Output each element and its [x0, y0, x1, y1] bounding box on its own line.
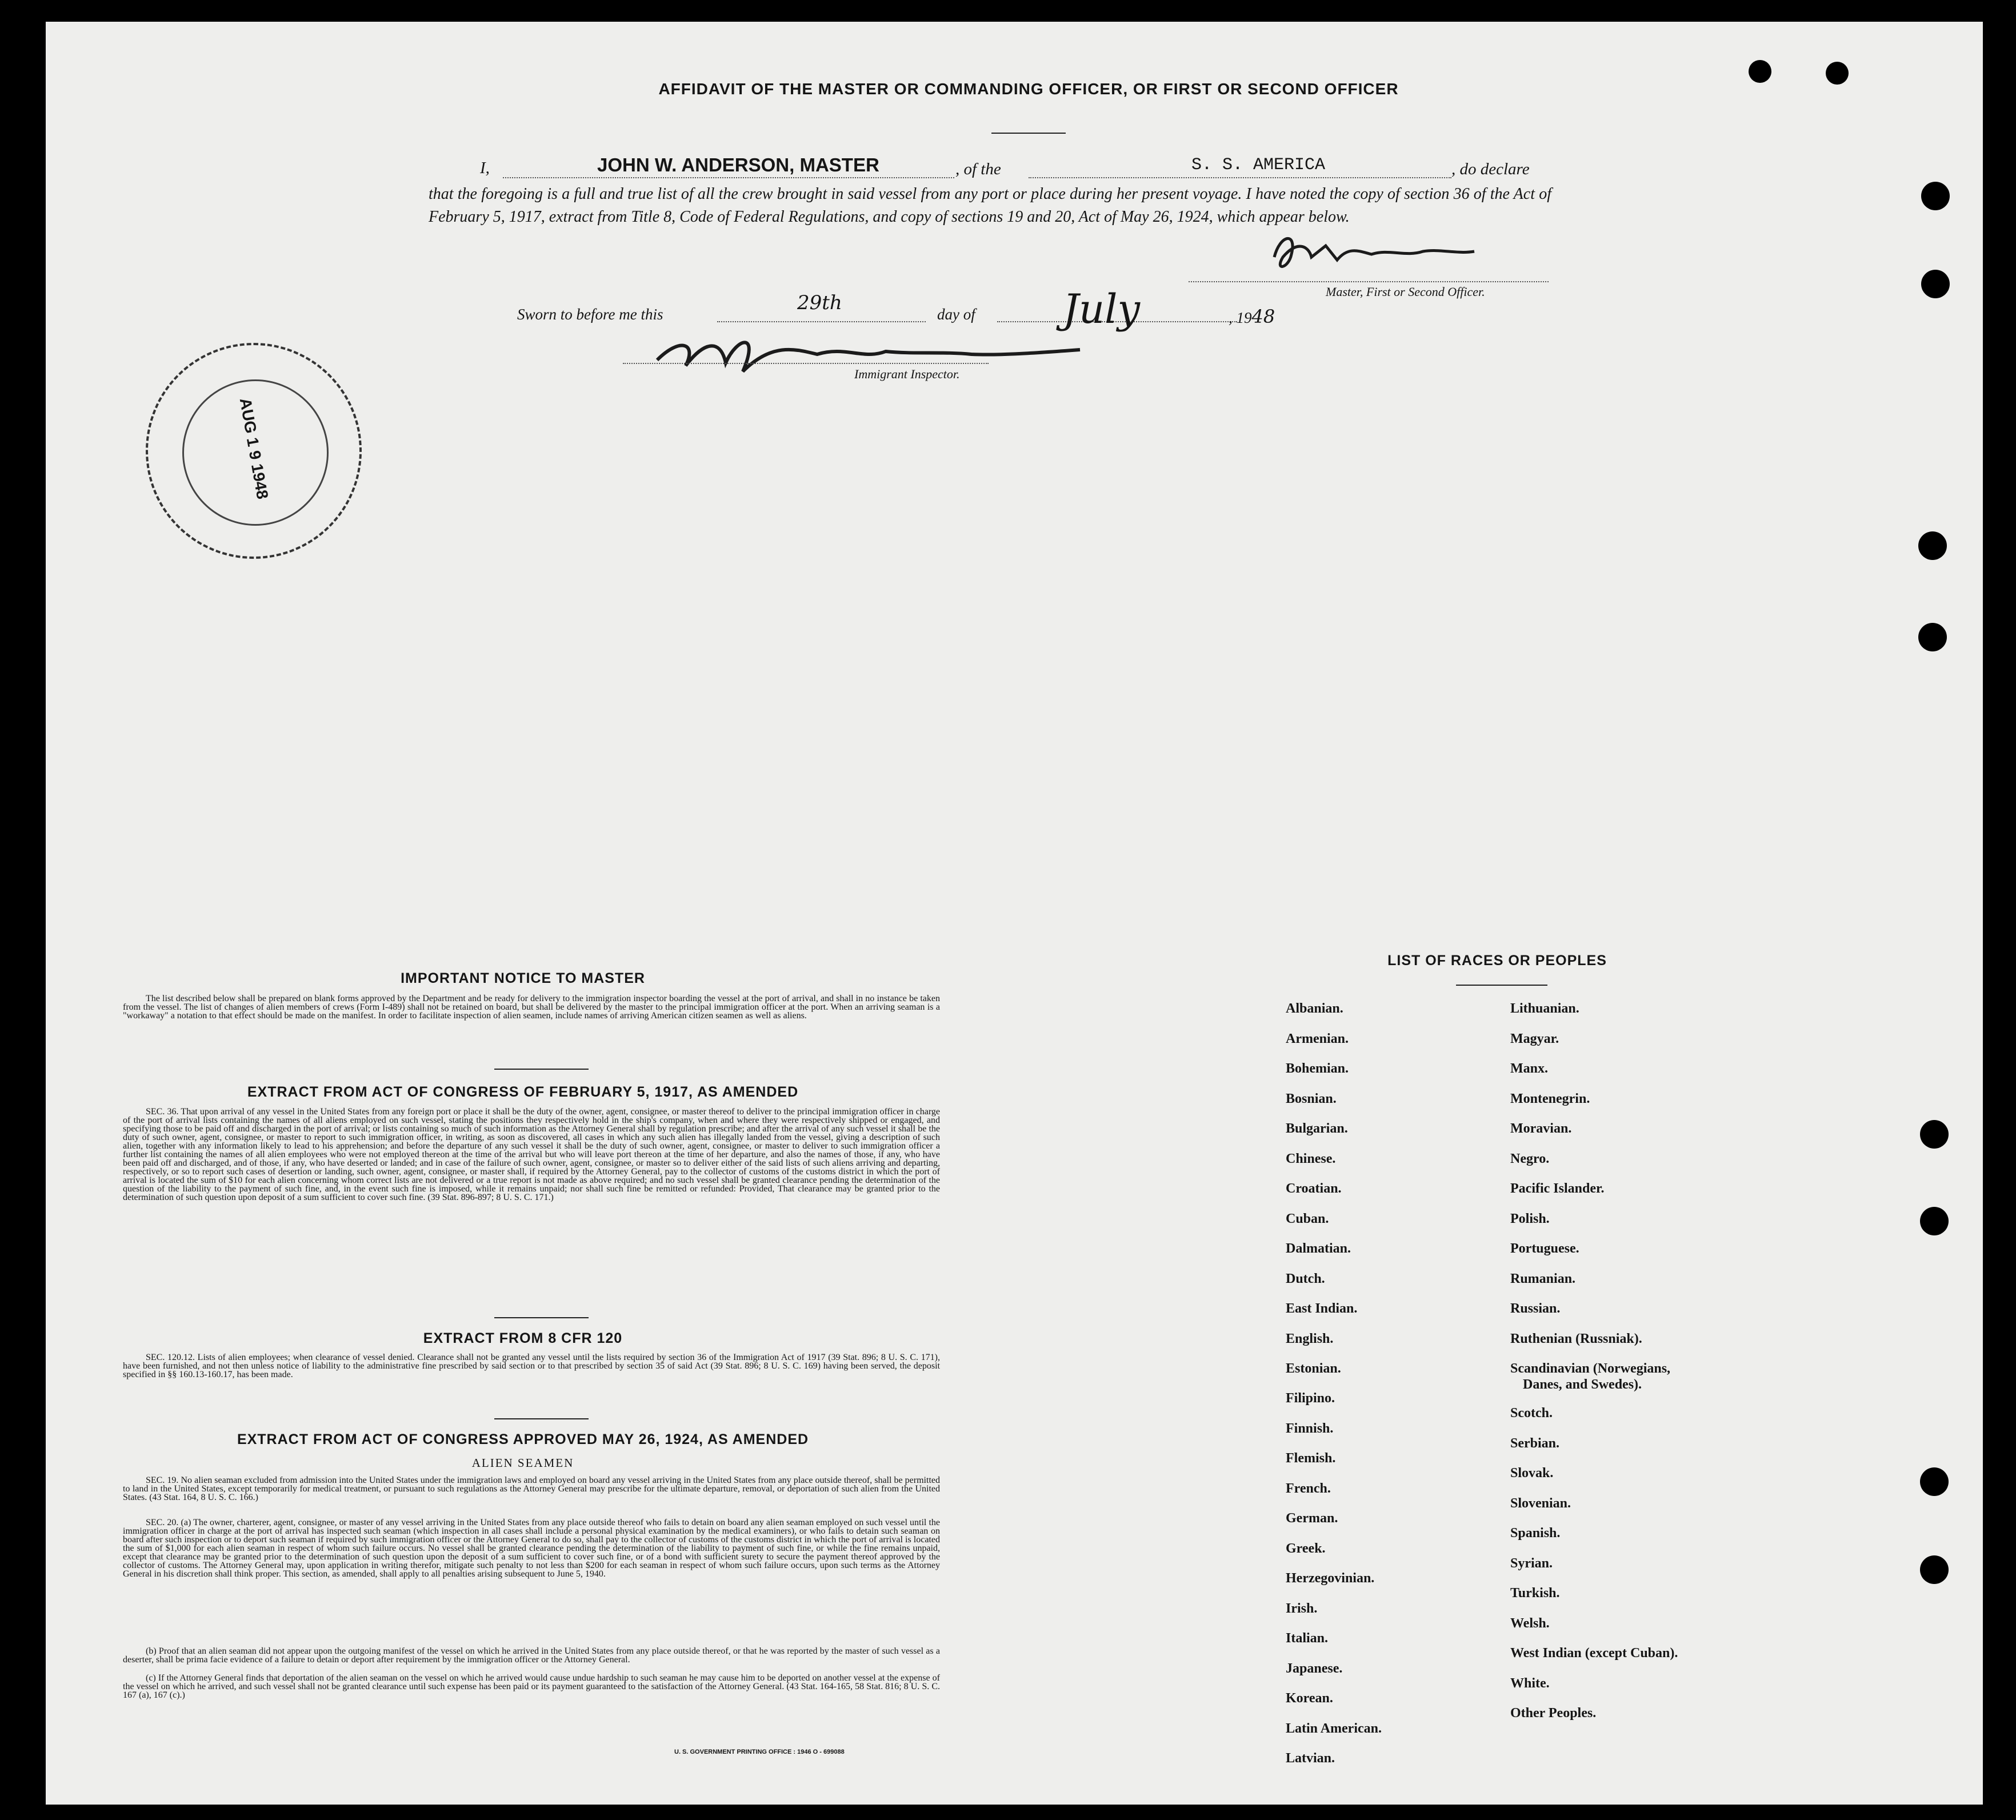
race-item: Chinese.	[1286, 1151, 1336, 1166]
race-item: Negro.	[1510, 1151, 1550, 1166]
race-item: Estonian.	[1286, 1361, 1341, 1376]
punch-hole	[1826, 62, 1849, 85]
notice-title: IMPORTANT NOTICE TO MASTER	[401, 970, 645, 986]
race-item: English.	[1286, 1331, 1334, 1346]
race-item: Latin American.	[1286, 1721, 1382, 1736]
races-title: LIST OF RACES OR PEOPLES	[1387, 953, 1607, 969]
race-item: Japanese.	[1286, 1661, 1343, 1676]
name-dots	[503, 177, 954, 178]
day-number: 29th	[797, 291, 842, 314]
notice-rule	[494, 1069, 589, 1070]
race-item: Lithuanian.	[1510, 1001, 1579, 1016]
race-item: Pacific Islander.	[1510, 1181, 1605, 1196]
race-item: Slovak.	[1510, 1466, 1554, 1481]
race-item: Danes, and Swedes).	[1523, 1377, 1642, 1392]
punch-hole	[1921, 182, 1950, 210]
do-declare-label: , do declare	[1451, 160, 1530, 178]
title-rule	[991, 133, 1066, 134]
race-item: Portuguese.	[1510, 1241, 1579, 1256]
day-of-label: day of	[937, 306, 975, 323]
race-item: Filipino.	[1286, 1391, 1335, 1406]
race-item: Spanish.	[1510, 1526, 1561, 1541]
race-item: Bosnian.	[1286, 1091, 1337, 1106]
punch-hole	[1918, 623, 1947, 651]
vessel-name: S. S. AMERICA	[1191, 155, 1326, 175]
officer-sign-line	[1189, 281, 1549, 282]
extract-1924-sec19: SEC. 19. No alien seaman excluded from admission into the United States under the immigration laws and employed on board any vessel arriving in the United States from any place outside thereof, shall be permitted to land in the United States, except temporarily for medical treatment, or pursuant to such regulations as the Attorney General may prescribe for the ultimate departure, removal, or deportation of such alien from the United States. (43 Stat. 164, 8 U. S. C. 166.)	[123, 1475, 940, 1502]
race-item: Russian.	[1510, 1301, 1561, 1316]
extract-1924-sec20c: (c) If the Attorney General finds that deportation of the alien seaman on the vessel on which he arrived would cause undue hardship to such seaman he may cause him to be deported on another vessel at the expense of the vessel on which he arrived, and such vessel shall not be granted clearance until such expense has been paid or its payment guaranteed to the satisfaction of the Attorney General. (43 Stat. 164-165, 58 Stat. 816; 8 U. S. C. 167 (a), 167 (c).)	[123, 1673, 940, 1700]
punch-hole	[1749, 60, 1771, 83]
race-item: Dalmatian.	[1286, 1241, 1351, 1256]
punch-hole	[1920, 1555, 1949, 1584]
race-item: Moravian.	[1510, 1121, 1572, 1136]
race-item: French.	[1286, 1481, 1331, 1496]
race-item: Scandinavian (Norwegians,	[1510, 1361, 1671, 1376]
race-item: Greek.	[1286, 1541, 1326, 1556]
race-item: Welsh.	[1510, 1615, 1550, 1631]
races-right-column	[1510, 1001, 1678, 1736]
master-signature	[1257, 223, 1497, 286]
race-item: Turkish.	[1510, 1586, 1560, 1601]
race-item: Slovenian.	[1510, 1495, 1571, 1511]
race-item: Herzegovinian.	[1286, 1571, 1375, 1586]
inspection-stamp	[146, 343, 362, 559]
punch-hole	[1920, 1467, 1949, 1496]
race-item: Montenegrin.	[1510, 1091, 1590, 1106]
extract-1917-rule	[494, 1317, 589, 1318]
printing-office: U. S. GOVERNMENT PRINTING OFFICE : 1946 O - 699088	[674, 1749, 845, 1755]
race-item: Manx.	[1510, 1061, 1548, 1076]
year-prefix: , 19	[1229, 309, 1252, 326]
races-rule	[1456, 985, 1547, 986]
race-item: Latvian.	[1286, 1751, 1335, 1766]
sworn-label: Sworn to before me this	[517, 306, 663, 323]
race-item: Syrian.	[1510, 1555, 1553, 1571]
extract-1917-title: EXTRACT FROM ACT OF CONGRESS OF FEBRUARY 5, 1917, AS AMENDED	[247, 1084, 799, 1100]
extract-1924-sec20b: (b) Proof that an alien seaman did not appear upon the outgoing manifest of the vessel on which he arrived in the United States from any place outside thereof, or that he was reported by the master of such vessel as a deserter, shall be prima facie evidence of a failure to detain or deport after requirement by the immigration officer or the Attorney General.	[123, 1646, 940, 1665]
race-item: Scotch.	[1510, 1406, 1553, 1421]
stamp-date: AUG 1 9 1948	[236, 397, 272, 501]
race-item: German.	[1286, 1511, 1338, 1526]
race-item: Italian.	[1286, 1631, 1329, 1646]
race-item: Rumanian.	[1510, 1271, 1576, 1286]
i-label: I,	[480, 159, 490, 177]
declaration-line-1	[480, 159, 490, 178]
vessel-dots	[1029, 177, 1451, 178]
extract-cfr-title: EXTRACT FROM 8 CFR 120	[423, 1330, 623, 1346]
extract-1924-title: EXTRACT FROM ACT OF CONGRESS APPROVED MAY 26, 1924, AS AMENDED	[237, 1431, 809, 1447]
race-item: Cuban.	[1286, 1211, 1329, 1226]
race-item: Flemish.	[1286, 1451, 1336, 1466]
punch-hole	[1918, 531, 1947, 560]
year-suffix: 48	[1251, 306, 1275, 327]
extract-1924-subtitle: ALIEN SEAMEN	[471, 1456, 574, 1470]
punch-hole	[1920, 1120, 1949, 1149]
extract-1924-sec20a: SEC. 20. (a) The owner, charterer, agent, consignee, or master of any vessel arriving in the United States from any place outside thereof who fails to detain on board any alien seaman employed on such vessel until the immigration officer in charge at the port of arrival has inspected such seaman (which inspection in all cases shall include a personal physical examination by the medical examiners), or who fails to detain such seaman on board after such inspection or to deport such seaman if required by such immigration officer or the Attorney General to do so, shall pay to the collector of customs of the customs district in which the port of arrival is located the sum of $1,000 for each alien seaman in respect of whom such failure occurs. No vessel shall be granted clearance pending the determination of the liability to payment of such fine, or while the fine remains unpaid, except that clearance may be granted prior to the determination of such question upon the deposit of a sum sufficient to cover such fine, or of a bond with sufficient surety to secure the payment thereof approved by the collector of customs. The Attorney General may, upon application in writing therefor, mitigate such penalty to not less than $200 for each seaman in respect of whom such failure occurs, upon such terms as the Attorney General in his discretion shall think proper. This section, as amended, shall apply to all penalties arising subsequent to June 5, 1940.	[123, 1518, 940, 1579]
year-label	[1229, 306, 1275, 327]
month-handwritten: July	[1063, 286, 1141, 333]
race-item: West Indian (except Cuban).	[1510, 1646, 1678, 1661]
race-item: Bulgarian.	[1286, 1121, 1348, 1136]
race-item: Polish.	[1510, 1211, 1550, 1226]
race-item: Armenian.	[1286, 1031, 1349, 1046]
inspector-sign-line	[623, 363, 989, 364]
extract-1917-body: SEC. 36. That upon arrival of any vessel in the United States from any foreign port or place it shall be the duty of the owner, agent, consignee, or master thereof to deliver to the principal immigration officer in charge of the port of arrival lists containing the names of all aliens employed on such vessel, stating the positions they respectively hold in the ship's company, when and where they were respectively shipped or engaged, and specifying those to be paid off and discharged in the port of arrival; or lists containing so much of such information as the Attorney General shall by regulation prescribe; and after the arrival of any such vessel it shall be the duty of such owner, agent, consignee, or master to report to such immigration officer, in writing, as soon as discovered, all cases in which any such alien has illegally landed from the vessel, giving a description of such alien, together with any information likely to lead to his apprehension; and before the departure of any such vessel it shall be the duty of such owner, agent, consignee, or master to deliver to such immigration officer a further list containing the names of all alien employees who were not employed thereon at the time of the arrival but who will leave port thereon at the time of her departure, and also the names of those, if any, who have been paid off and discharged, and of those, if any, who have deserted or landed; and in case of the failure of such owner, agent, consignee, or master so to deliver either of the said lists of such aliens arriving and departing, respectively, or so to report such cases of desertion or landing, such owner, agent, consignee, or master shall, if required by the Attorney General, pay to the collector of customs of the customs district in which the port of arrival is located the sum of $10 for each alien concerning whom correct lists are not delivered or a true report is not made as above required; and no such vessel shall be granted clearance pending the determination of the question of the liability to the payment of such fine, and, in the event such fine is imposed, while it remains unpaid; nor shall such fine be remitted or refunded: Provided, That clearance may be granted prior to the determination of such question upon deposit of a sum sufficient to cover such fine. (39 Stat. 896-897; 8 U. S. C. 171.)	[123, 1107, 940, 1202]
race-item: Serbian.	[1510, 1435, 1560, 1451]
affidavit-title: AFFIDAVIT OF THE MASTER OR COMMANDING OFFICER, OR FIRST OR SECOND OFFICER	[658, 80, 1399, 98]
master-name: JOHN W. ANDERSON, MASTER	[597, 154, 879, 175]
extract-cfr-body: SEC. 120.12. Lists of alien employees; when clearance of vessel denied. Clearance shall not be granted any vessel until the lists required by section 36 of the Immigration Act of 1917 (39 Stat. 896; 8 U. S. C. 171), have been furnished, and not then unless notice of liability to the administrative fine prescribed by said section or to that prescribed by section 35 of said Act (39 Stat. 896; 8 U. S. C. 169) having been served, the deposit specified in §§ 160.13-160.17, has been made.	[123, 1353, 940, 1379]
race-item: Korean.	[1286, 1691, 1333, 1706]
race-item: Croatian.	[1286, 1181, 1342, 1196]
declaration-text: that the foregoing is a full and true list of all the crew brought in said vessel from any port or place during her present voyage. I have noted the copy of section 36 of the Act of February 5, 1917, extract from Title 8, Code of Federal Regulations, and copy of sections 19 and 20, Act of May 26, 1924, which appear below.	[429, 185, 1551, 226]
race-item: Bohemian.	[1286, 1061, 1349, 1076]
race-item: White.	[1510, 1675, 1550, 1691]
race-item: Other Peoples.	[1510, 1706, 1597, 1721]
race-item: Ruthenian (Russniak).	[1510, 1331, 1642, 1346]
punch-hole	[1920, 1207, 1949, 1235]
race-item: Finnish.	[1286, 1421, 1334, 1436]
punch-hole	[1921, 270, 1950, 298]
race-item: East Indian.	[1286, 1301, 1358, 1316]
race-item: Dutch.	[1286, 1271, 1325, 1286]
races-left-column	[1286, 1001, 1382, 1781]
of-the-label: , of the	[955, 160, 1001, 178]
officer-caption: Master, First or Second Officer.	[1326, 285, 1485, 299]
race-item: Irish.	[1286, 1601, 1318, 1616]
race-item: Magyar.	[1510, 1031, 1559, 1046]
notice-body: The list described below shall be prepared on blank forms approved by the Department and be ready for delivery to the immigration inspector boarding the vessel at the port of arrival, and shall in no instance be taken from the vessel. The list of changes of alien members of crews (Form I-489) shall not be retained on board, but shall be delivered by the master to the principal immigration officer at the port. When an arriving seaman is a "workaway" a notation to that effect should be made on the manifest. In order to facilitate inspection of alien seamen, include names of arriving American citizen seamen as well as aliens.	[123, 994, 940, 1021]
extract-cfr-rule	[494, 1418, 589, 1419]
inspector-caption: Immigrant Inspector.	[854, 367, 960, 381]
race-item: Albanian.	[1286, 1001, 1343, 1016]
